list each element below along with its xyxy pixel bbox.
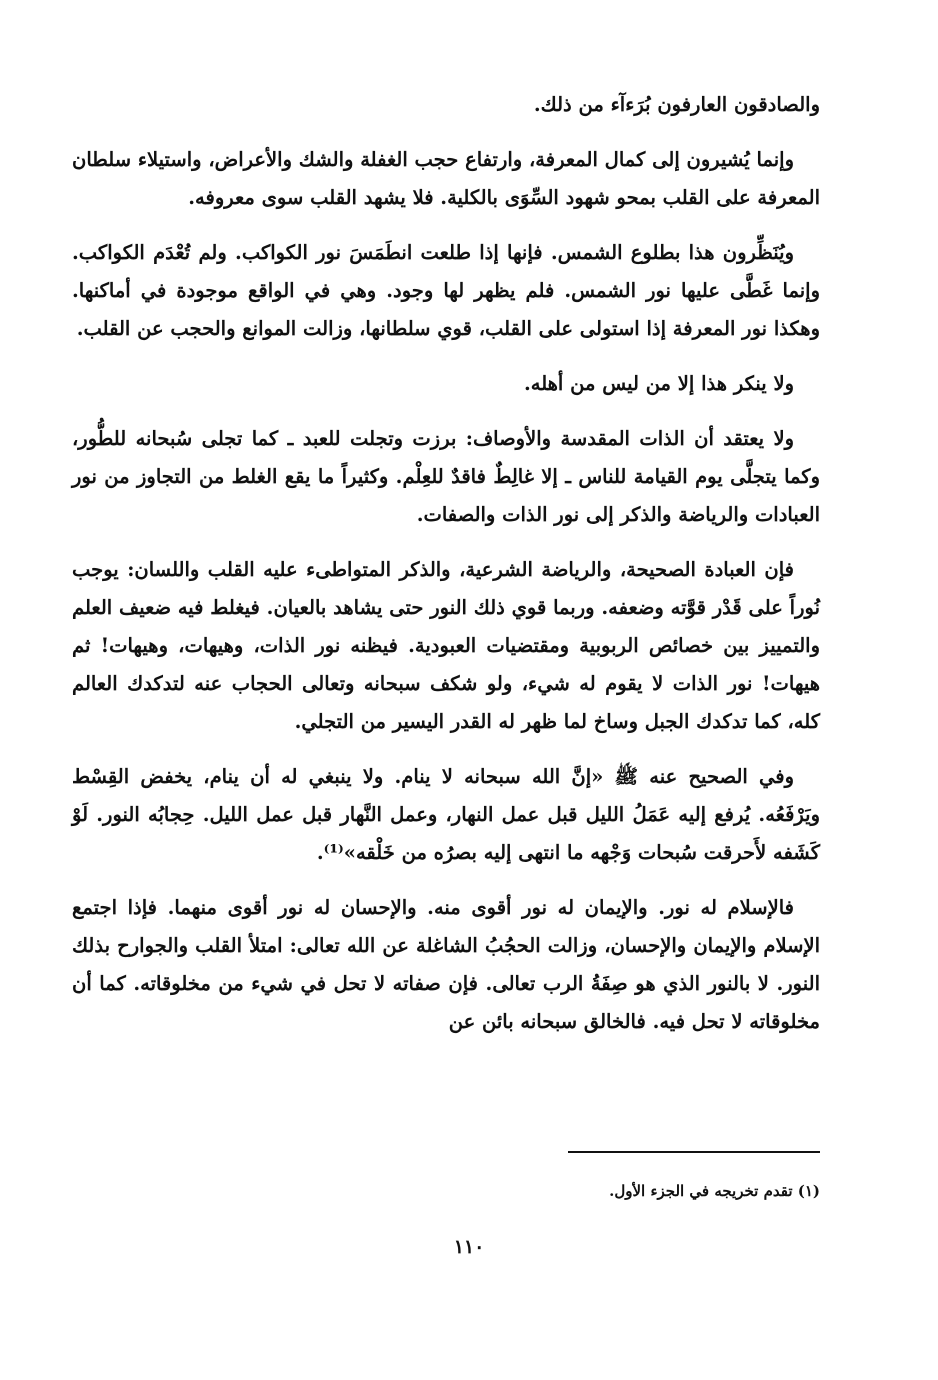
paragraph-5: ولا يعتقد أن الذات المقدسة والأوصاف: برزت وتجلت للعبد ـ كما تجلى سُبحانه للطُّور، وكما يتجلَّى يوم القيامة للناس ـ إلا غالِطٌ فاقدٌ للعِلْم. وكثيراً ما يقع الغلط من التجاوز من نور العبادات والرياضة والذكر إلى نور الذات والصفات. [72, 427, 820, 526]
paragraph-1: والصادقون العارفون بُرَءآء من ذلك. [533, 93, 820, 116]
paragraph-3: ويُنَظِّرون هذا بطلوع الشمس. فإنها إذا طلعت انطَمَسَ نور الكواكب. ولم تُعْدَم الكواكب. وإنما غَطَّى عليها نور الشمس. فلم يظهر لها وجود. وهي في الواقع موجودة في أماكنها. وهكذا نور المعرفة إذا استولى على القلب، قوي سلطانها، وزالت الموانع والحجب عن القلب. [72, 241, 820, 340]
paragraph-2: وإنما يُشيرون إلى كمال المعرفة، وارتفاع حجب الغفلة والشك والأعراض، واستيلاء سلطان المعرفة على القلب بمحو شهود السِّوَى بالكلية. فلا يشهد القلب سوى معروفه. [72, 148, 820, 209]
footnote-divider [568, 1151, 820, 1153]
page-body [72, 86, 820, 1058]
paragraph-8: فالإسلام له نور. والإيمان له نور أقوى منه. والإحسان له نور أقوى منهما. فإذا اجتمع الإسلام والإيمان والإحسان، وزالت الحجُبُ الشاغلة عن الله تعالى: امتلأ القلب والجوارح بذلك النور. لا بالنور الذي هو صِفَةُ الرب تعالى. فإن صفاته لا تحل في شيء من مخلوقاته. كما أن مخلوقاته لا تحل فيه. فالخالق سبحانه بائن عن [72, 896, 820, 1033]
page-number: ١١٠ [453, 1236, 485, 1258]
paragraph-4: ولا ينكر هذا إلا من ليس من أهله. [523, 372, 794, 395]
paragraph-6: فإن العبادة الصحيحة، والرياضة الشرعية، والذكر المتواطىء عليه القلب واللسان: يوجب نُوراً على قَدْر قوَّته وضعفه. وربما قوي ذلك النور حتى يشاهد بالعيان. فيغلط فيه ضعيف العلم والتمييز بين خصائص الربوبية ومقتضيات العبودية. فيظنه نور الذات، وهيهات، وهيهات! ثم هيهات! نور الذات لا يقوم له شيء، ولو شكف سبحانه وتعالى الحجاب عنه لتدكدك العالم كله، كما تدكدك الجبل وساخ لما ظهر له القدر اليسير من التجلي. [72, 558, 820, 733]
footnote: (١) تقدم تخريجه في الجزء الأول. [609, 1182, 820, 1200]
paragraph-7: وفي الصحيح عنه ﷺ «إنَّ الله سبحانه لا ينام. ولا ينبغي له أن ينام، يخفض القِسْط ويَرْفَعُه. يُرفع إليه عَمَلُ الليل قبل عمل النهار، وعمل النَّهار قبل عمل الليل. حِجابُه النور. لَوْ كَشَفه لأَحرقت سُبحات وَجْهه ما انتهى إليه بصرُه من خَلْقه»⁽¹⁾. [72, 765, 820, 864]
